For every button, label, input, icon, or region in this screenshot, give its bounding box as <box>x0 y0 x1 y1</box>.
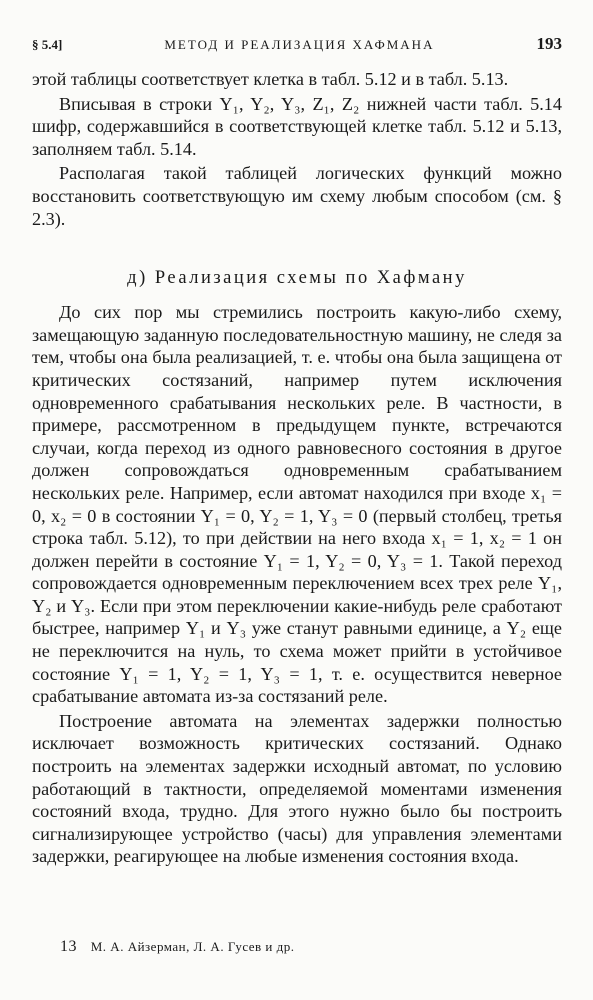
signature-number: 13 <box>60 938 77 955</box>
paragraph-continuation: этой таблицы соответствует клетка в табл. 5.12 и в табл. 5.13. <box>32 69 509 89</box>
page-number: 193 <box>536 34 562 53</box>
paragraph: Построение автомата на элементах задержки полностью исключает возможность критических состязаний. Однако построить на элементах задержки исходный автомат, по условию работающий в тактности, определяемой моментами изменения состояний входа, трудно. Для этого нужно было бы построить сигнализирующее устройство (часы) для управления элементами задержки, реагирующее на любые изменения состояния входа. <box>32 710 562 867</box>
running-header <box>32 34 562 54</box>
section-ref: § 5.4] <box>32 37 63 52</box>
section-heading: д) Реализация схемы по Хафману <box>127 268 467 289</box>
printer-signature <box>60 938 295 956</box>
book-authors: М. А. Айзерман, Л. А. Гусев и др. <box>90 939 295 954</box>
paragraph: Вписывая в строки Y₁, Y₂, Y₃, Z₁, Z₂ нижней части табл. 5.14 шифр, содержавшийся в соответствующей клетке табл. 5.12 и 5.13, заполняем табл. 5.14. <box>32 93 562 159</box>
paragraph: Располагая такой таблицей логических функций можно восстановить соответствующую им схему любым способом (см. § 2.3). <box>32 163 562 229</box>
paragraph: До сих пор мы стремились построить какую-либо схему, замещающую заданную последовательностную машину, не следя за тем, чтобы она была реализацией, т. е. чтобы она была защищена от критических состязаний, например путем исключения одновременного срабатывания нескольких реле. В частности, в примере, рассмотренном в предыдущем пункте, встречаются случаи, когда переход из одного равновесного состояния в другое должен сопровождаться одновременным срабатыванием нескольких реле. Например, если автомат находился при входе x₁ = 0, x₂ = 0 в состоянии Y₁ = 0, Y₂ = 1, Y₃ = 0 (первый столбец, третья строка табл. 5.12), то при действии на него входа x₁ = 1, x₂ = 1 он должен перейти в состояние Y₁ = 1, Y₂ = 0, Y₃ = 1. Такой переход сопровождается одновременным переключением всех трех реле Y₁, Y₂ и Y₃. Если при этом переключении какие-нибудь реле сработают быстрее, например Y₁ и Y₃ уже станут равными единице, а Y₂ еще не переключится на нуль, то схема может прийти в устойчивое состояние Y₁ = 1, Y₂ = 1, Y₃ = 1, т. е. осуществится неверное срабатывание автомата из-за состязаний реле. <box>32 302 562 707</box>
running-title: МЕТОД И РЕАЛИЗАЦИЯ ХАФМАНА <box>164 37 435 52</box>
